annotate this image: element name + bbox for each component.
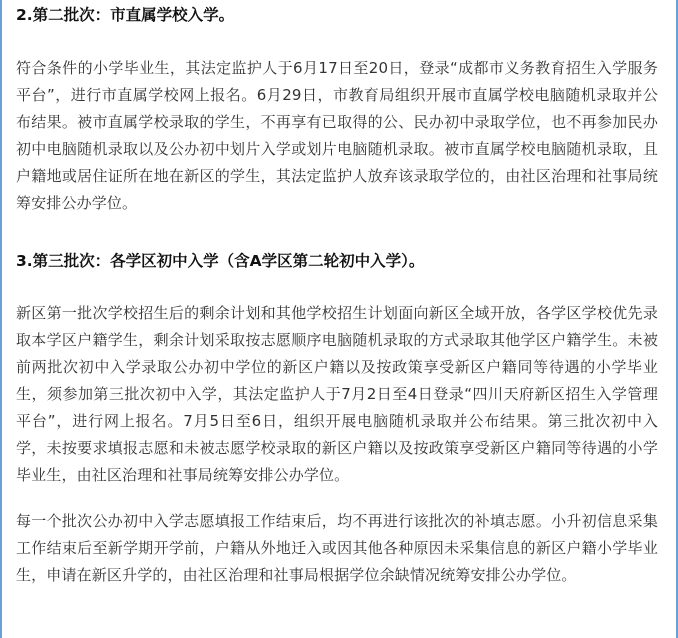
paragraph-third-batch: 新区第一批次学校招生后的剩余计划和其他学校招生计划面向新区全域开放，各学区学校优先录取本学区户籍学生，剩余计划采取按志愿顺序电脑随机录取的方式录取其他学区户籍学生。未被前两批次初中入学录取公办初中学位的新区户籍以及按政策享受新区户籍同等待遇的小学毕业生，须参加第三批次初中入学，其法定监护人于7月2日至4日登录“四川天府新区招生入学管理平台”，进行网上报名。7月5日至6日，组织开展电脑随机录取并公布结果。第三批次初中入学，未按要求填报志愿和未被志愿学校录取的新区户籍以及按政策享受新区户籍同等待遇的小学毕业生，由社区治理和社事局统筹安排公办学位。 [16,304,658,484]
article-body [2,0,676,589]
paragraph-supplementary-rules: 每一个批次公办初中入学志愿填报工作结束后，均不再进行该批次的补填志愿。小升初信息采集工作结束后至新学期开学前，户籍从外地迁入或因其他各种原因未采集信息的新区户籍小学毕业生，申请在新区升学的，由社区治理和社事局根据学位余缺情况统筹安排公办学位。 [16,512,658,584]
paragraph-second-batch: 符合条件的小学毕业生，其法定监护人于6月17日至20日，登录“成都市义务教育招生入学服务平台”，进行市直属学校网上报名。6月29日，市教育局组织开展市直属学校电脑随机录取并公布结果。被市直属学校录取的学生，不再享有已取得的公、民办初中录取学位，也不再参加民办初中电脑随机录取以及公办初中划片入学或划片电脑随机录取。被市直属学校电脑随机录取，且户籍地或居住证所在地在新区的学生，其法定监护人放弃该录取学位的，由社区治理和社事局统筹安排公办学位。 [16,59,658,212]
section-heading-third-batch: 3.第三批次：各学区初中入学（含A学区第二轮初中入学）。 [16,252,425,270]
section-heading-second-batch: 2.第二批次：市直属学校入学。 [16,6,235,24]
